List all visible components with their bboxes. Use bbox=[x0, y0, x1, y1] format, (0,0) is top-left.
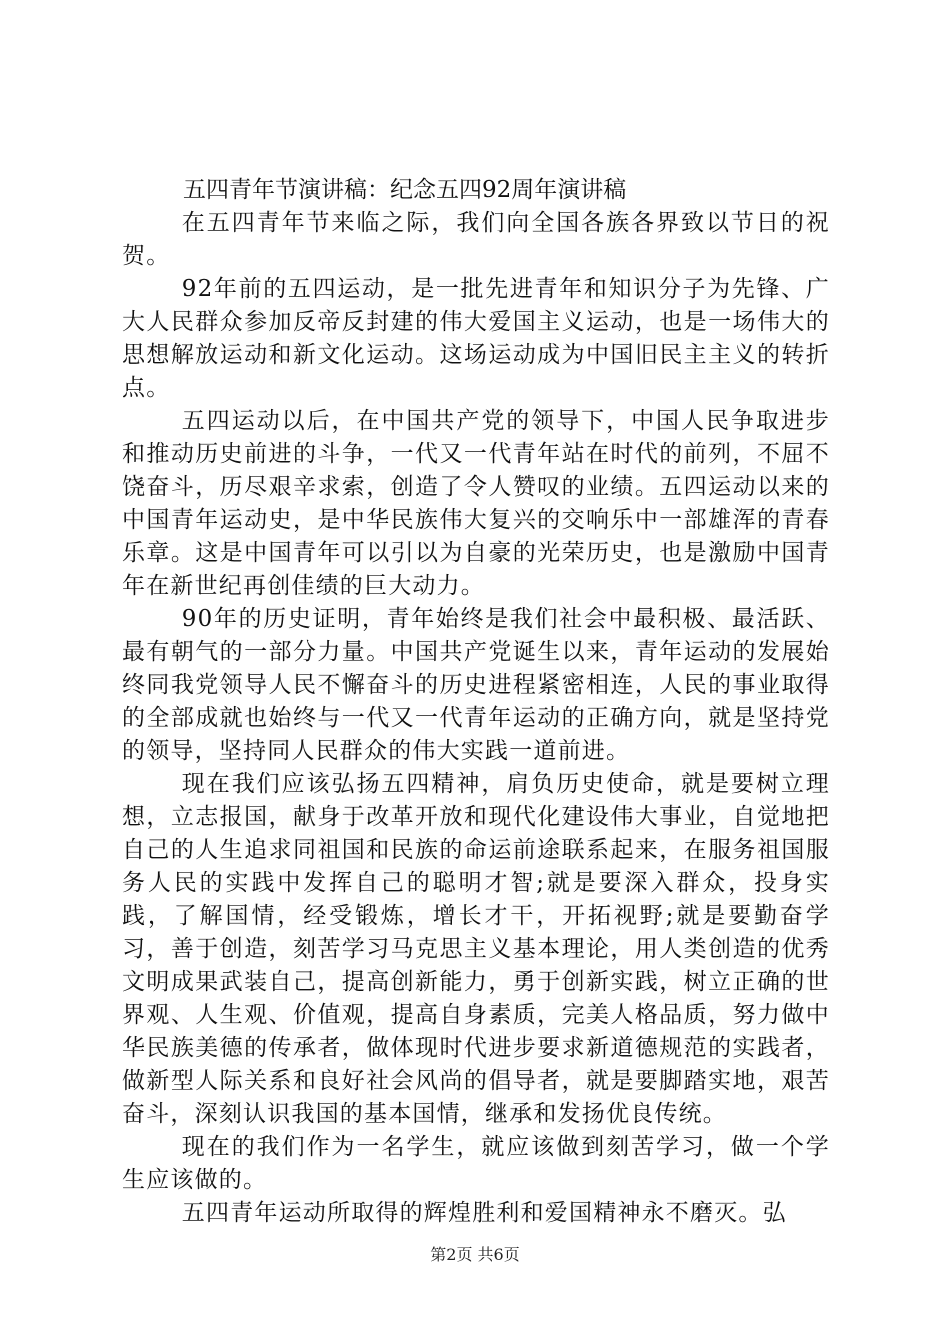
paragraph-6: 现在的我们作为一名学生，就应该做到刻苦学习，做一个学生应该做的。 bbox=[122, 1134, 830, 1193]
document-title: 五四青年节演讲稿：纪念五四92周年演讲稿 bbox=[183, 177, 627, 203]
paragraph-1: 在五四青年节来临之际，我们向全国各族各界致以节日的祝贺。 bbox=[122, 210, 830, 269]
page-number-footer: 第2页 共6页 bbox=[430, 1245, 520, 1264]
paragraph-2: 92年前的五四运动，是一批先进青年和知识分子为先锋、广大人民群众参加反帝反封建的伟大爱国主义运动，也是一场伟大的思想解放运动和新文化运动。这场运动成为中国旧民主主义的转折点。 bbox=[122, 276, 830, 401]
paragraph-4: 90年的历史证明，青年始终是我们社会中最积极、最活跃、最有朝气的一部分力量。中国共产党诞生以来，青年运动的发展始终同我党领导人民不懈奋斗的历史进程紧密相连，人民的事业取得的全部成就也始终与一代又一代青年运动的正确方向，就是坚持党的领导，坚持同人民群众的伟大实践一道前进。 bbox=[122, 606, 830, 764]
document-body bbox=[122, 173, 830, 1230]
paragraph-3: 五四运动以后，在中国共产党的领导下，中国人民争取进步和推动历史前进的斗争，一代又一代青年站在时代的前列，不屈不饶奋斗，历尽艰辛求索，创造了令人赞叹的业绩。五四运动以来的中国青年运动史，是中华民族伟大复兴的交响乐中一部雄浑的青春乐章。这是中国青年可以引以为自豪的光荣历史，也是激励中国青年在新世纪再创佳绩的巨大动力。 bbox=[122, 408, 830, 599]
paragraph-5: 现在我们应该弘扬五四精神，肩负历史使命，就是要树立理想，立志报国，献身于改革开放和现代化建设伟大事业，自觉地把自己的人生追求同祖国和民族的命运前途联系起来，在服务祖国服务人民的实践中发挥自己的聪明才智;就是要深入群众，投身实践，了解国情，经受锻炼，增长才干，开拓视野;就是要勤奋学习，善于创造，刻苦学习马克思主义基本理论，用人类创造的优秀文明成果武装自己，提高创新能力，勇于创新实践，树立正确的世界观、人生观、价值观，提高自身素质，完美人格品质，努力做中华民族美德的传承者，做体现时代进步要求新道德规范的实践者，做新型人际关系和良好社会风尚的倡导者，就是要脚踏实地，艰苦奋斗，深刻认识我国的基本国情，继承和发扬优良传统。 bbox=[122, 771, 830, 1127]
paragraph-7: 五四青年运动所取得的辉煌胜利和爱国精神永不磨灭。弘 bbox=[181, 1200, 787, 1226]
